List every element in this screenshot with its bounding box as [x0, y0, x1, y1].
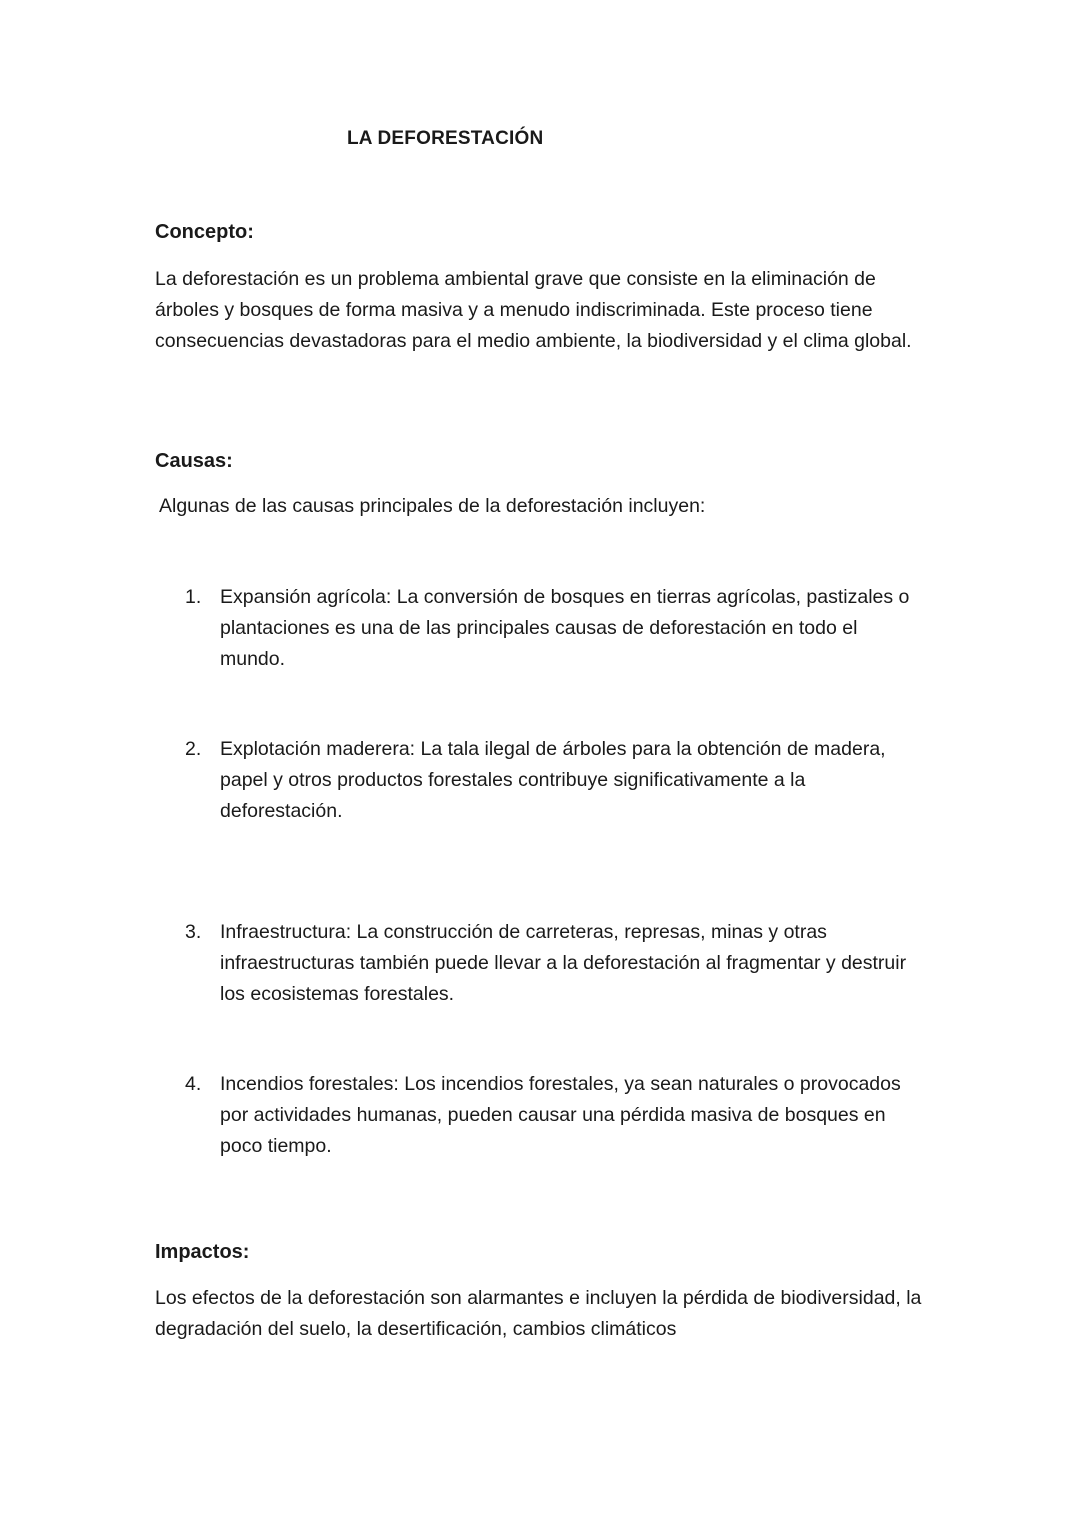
list-item: [185, 1069, 925, 1162]
document-title: LA DEFORESTACIÓN: [347, 128, 544, 149]
list-item-number: 1.: [185, 586, 202, 608]
causas-heading: Causas:: [155, 450, 233, 472]
list-item-text: Explotación maderera: La tala ilegal de árboles para la obtención de madera, papel y otros productos forestales contribuye significativamente a la deforestación.: [220, 738, 886, 822]
list-item-text: Expansión agrícola: La conversión de bosques en tierras agrícolas, pastizales o plantaciones es una de las principales causas de deforestación en todo el mundo.: [220, 586, 910, 670]
impactos-paragraph: Los efectos de la deforestación son alarmantes e incluyen la pérdida de biodiversidad, la degradación del suelo, la desertificación, cambios climáticos: [155, 1287, 922, 1340]
list-item-text: Incendios forestales: Los incendios forestales, ya sean naturales o provocados por actividades humanas, pueden causar una pérdida masiva de bosques en poco tiempo.: [220, 1073, 901, 1157]
list-item: [185, 917, 925, 1010]
list-item-number: 3.: [185, 921, 202, 943]
concepto-paragraph: La deforestación es un problema ambiental grave que consiste en la eliminación de árboles y bosques de forma masiva y a menudo indiscriminada. Este proceso tiene consecuencias devastadoras para el medio ambiente, la biodiversidad y el clima global.: [155, 268, 912, 352]
causas-intro: Algunas de las causas principales de la deforestación incluyen:: [159, 495, 706, 517]
list-item-text: Infraestructura: La construcción de carreteras, represas, minas y otras infraestructuras también puede llevar a la deforestación al fragmentar y destruir los ecosistemas forestales.: [220, 921, 907, 1005]
impactos-heading: Impactos:: [155, 1241, 250, 1263]
list-item-number: 2.: [185, 738, 202, 760]
list-item: [185, 734, 925, 827]
concepto-heading: Concepto:: [155, 221, 254, 243]
list-item: [185, 582, 925, 675]
list-item-number: 4.: [185, 1073, 202, 1095]
